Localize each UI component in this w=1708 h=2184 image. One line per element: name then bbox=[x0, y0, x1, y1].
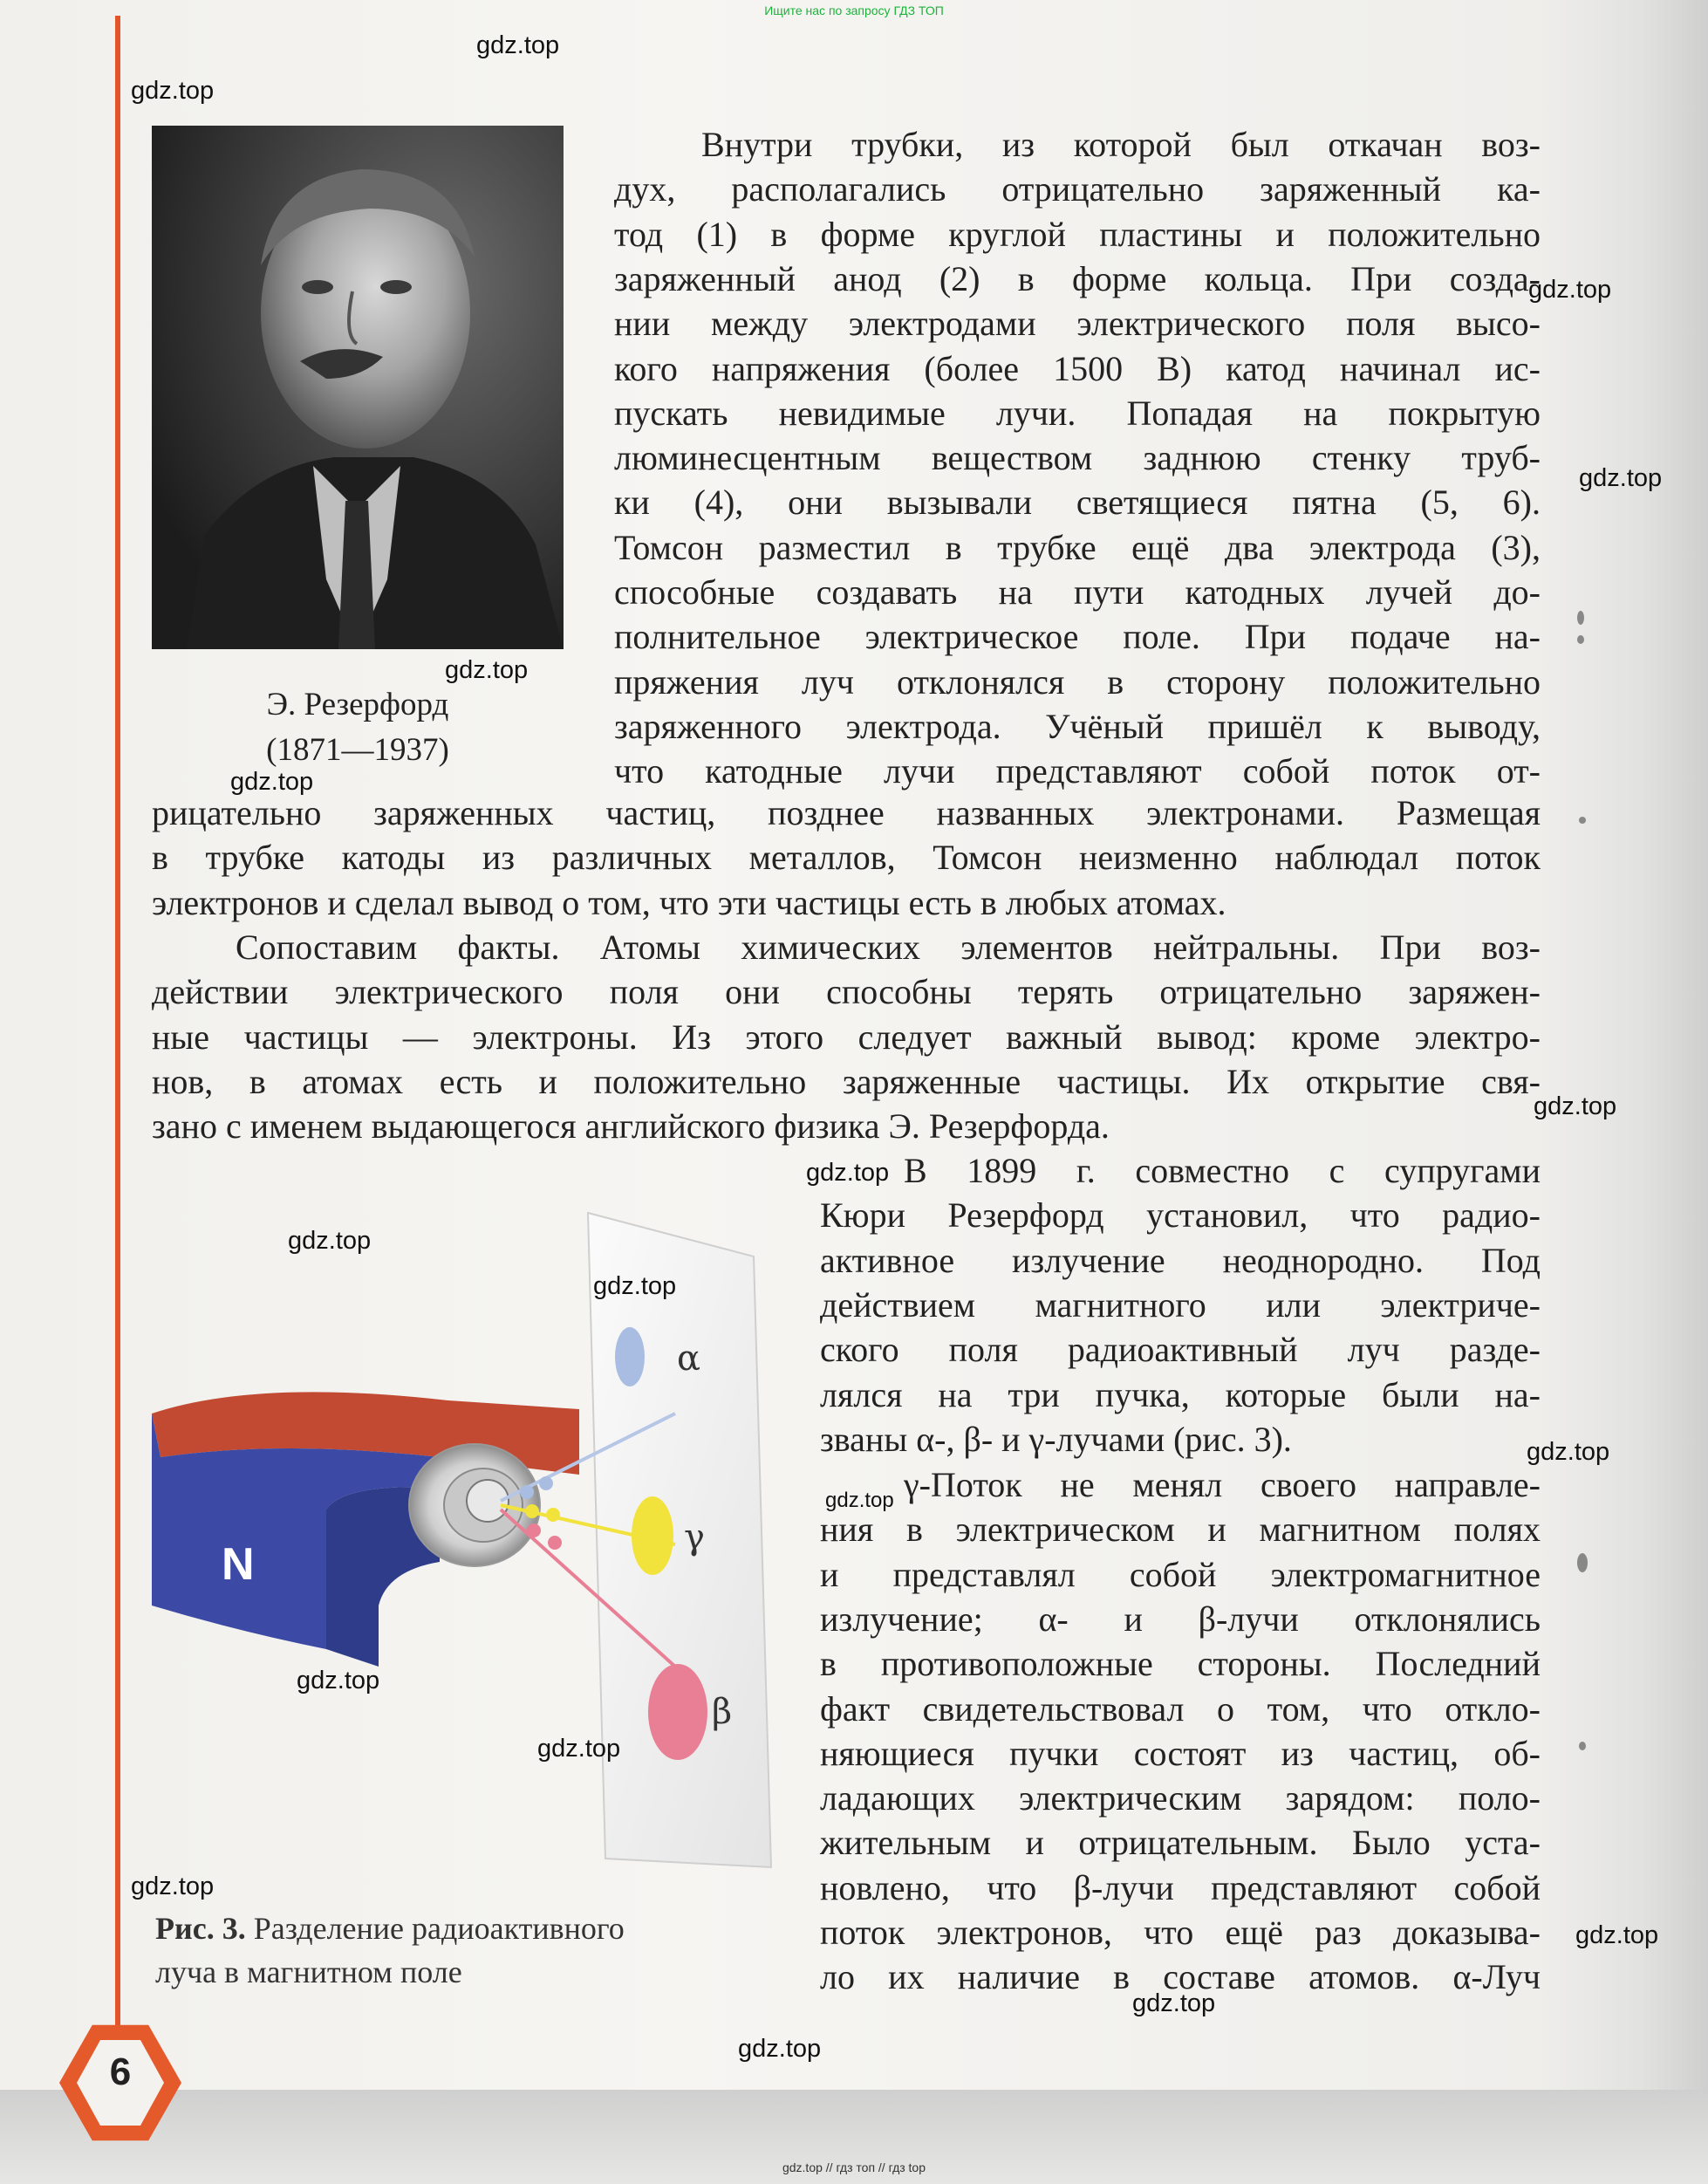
text-line: Кюри Резерфорд установил, что радио- bbox=[820, 1195, 1541, 1236]
magnet-diagram bbox=[152, 1195, 780, 1876]
watermark: gdz.top bbox=[593, 1272, 677, 1300]
text-line: пускать невидимые лучи. Попадая на покрытую bbox=[614, 393, 1541, 433]
text-line: полнительное электрическое поле. При подаче на- bbox=[614, 617, 1541, 657]
watermark: gdz.top bbox=[131, 77, 215, 105]
scan-speck bbox=[1577, 1553, 1588, 1572]
text-line: зано с именем выдающегося английского физика Э. Резерфорда. bbox=[152, 1106, 1110, 1147]
portrait-caption bbox=[152, 682, 564, 773]
text-line: заряженного электрода. Учёный пришёл к выводу, bbox=[614, 706, 1541, 746]
text-line: нии между электродами электрического поля высо- bbox=[614, 304, 1541, 344]
figure-caption-text: Разделение радиоактивного bbox=[245, 1911, 625, 1946]
magnet-n-label: N bbox=[222, 1539, 255, 1590]
text-line: люминесцентным веществом заднюю стенку труб- bbox=[614, 438, 1541, 478]
text-line: жительным и отрицательным. Было уста- bbox=[820, 1823, 1541, 1863]
figure-caption-text-2: луча в магнитном поле bbox=[155, 1955, 462, 1989]
text-line: излучение; α- и β-лучи отклонялись bbox=[820, 1599, 1541, 1639]
text-line: няющиеся пучки состоят из частиц, об- bbox=[820, 1733, 1541, 1773]
text-line: действием магнитного или электриче- bbox=[820, 1284, 1541, 1325]
gamma-spot bbox=[632, 1496, 673, 1575]
text-line: ки (4), они вызывали светящиеся пятна (5, 6). bbox=[614, 483, 1541, 523]
text-line: лялся на три пучка, которые были на- bbox=[820, 1374, 1541, 1414]
text-line: ского поля радиоактивный луч разде- bbox=[820, 1330, 1541, 1370]
watermark: gdz.top bbox=[445, 656, 529, 684]
watermark: gdz.top bbox=[1527, 1438, 1610, 1466]
rutherford-portrait bbox=[152, 126, 564, 649]
text-line: активное излучение неоднородно. Под bbox=[820, 1240, 1541, 1280]
scan-speck bbox=[1579, 1742, 1586, 1750]
beta-label: β bbox=[712, 1692, 733, 1732]
text-line: ло их наличие в составе атомов. α-Луч bbox=[820, 1957, 1541, 1997]
text-line: кого напряжения (более 1500 В) катод начинал ис- bbox=[614, 348, 1541, 388]
watermark: gdz.top bbox=[1575, 1921, 1659, 1949]
watermark: gdz.top bbox=[738, 2035, 822, 2063]
text-line: заряженный анод (2) в форме кольца. При созда- bbox=[614, 258, 1541, 298]
watermark: gdz.top bbox=[230, 768, 314, 796]
text-line: γ-Поток не менял своего направле- bbox=[904, 1465, 1541, 1504]
text-line: Томсон разместил в трубке ещё два электрода (3), bbox=[614, 527, 1541, 567]
watermark: gdz.top bbox=[288, 1227, 372, 1255]
text-line: званы α-, β- и γ-лучами (рис. 3). bbox=[820, 1419, 1292, 1459]
text-line: рицательно заряженных частиц, позднее названных электронами. Размещая bbox=[152, 793, 1541, 832]
text-line: ладающих электрическим зарядом: поло- bbox=[820, 1778, 1541, 1818]
text-line: тод (1) в форме круглой пластины и положительно bbox=[614, 214, 1541, 254]
watermark: gdz.top bbox=[825, 1489, 894, 1512]
watermark: gdz.top bbox=[806, 1159, 890, 1187]
text-line: и представлял собой электромагнитное bbox=[820, 1554, 1541, 1594]
text-line: пряжения луч отклонялся в сторону положительно bbox=[614, 661, 1541, 702]
watermark: gdz.top bbox=[1528, 276, 1612, 304]
text-line: что катодные лучи представляют собой поток от- bbox=[614, 751, 1541, 791]
margin-accent-line bbox=[115, 16, 120, 2049]
scan-speck bbox=[1577, 611, 1584, 625]
text-line: действии электрического поля они способны терять отрицательно заряжен- bbox=[152, 972, 1541, 1012]
watermark: gdz.top bbox=[1132, 1989, 1216, 2017]
watermark: gdz.top bbox=[297, 1667, 380, 1694]
text-line: нов, в атомах есть и положительно заряженные частицы. Их открытие свя- bbox=[152, 1061, 1541, 1101]
text-line: новлено, что β-лучи представляют собой bbox=[820, 1867, 1541, 1907]
portrait-photo bbox=[152, 126, 564, 649]
watermark: gdz.top bbox=[476, 31, 560, 59]
watermark: gdz.top bbox=[131, 1872, 215, 1900]
text-line: в противоположные стороны. Последний bbox=[820, 1644, 1541, 1684]
beta-spot bbox=[648, 1664, 707, 1760]
alpha-spot bbox=[615, 1327, 645, 1386]
text-line: ные частицы — электроны. Из этого следует важный вывод: кроме электро- bbox=[152, 1017, 1541, 1057]
watermark: gdz.top bbox=[1579, 464, 1663, 492]
watermark: gdz.top bbox=[1534, 1092, 1617, 1120]
text-line: ния в электрическом и магнитном полях bbox=[820, 1510, 1541, 1550]
text-line: Внутри трубки, из которой был откачан воз- bbox=[701, 125, 1541, 164]
scan-speck bbox=[1577, 635, 1584, 644]
text-line: Сопоставим факты. Атомы химических элементов нейтральны. При воз- bbox=[236, 928, 1541, 967]
text-line: поток электронов, что ещё раз доказыва- bbox=[820, 1913, 1541, 1952]
figure-caption bbox=[155, 1907, 783, 1994]
watermark: gdz.top bbox=[537, 1735, 621, 1763]
portrait-name: Э. Резерфорд bbox=[266, 687, 449, 722]
text-line: способные создавать на пути катодных лучей до- bbox=[614, 572, 1541, 612]
page-number: 6 bbox=[109, 2050, 132, 2093]
bottom-banner: gdz.top // гдз топ // гдз top bbox=[782, 2160, 926, 2174]
text-line: В 1899 г. совместно с супругами bbox=[904, 1151, 1541, 1190]
alpha-label: α bbox=[677, 1338, 701, 1379]
text-line: в трубке катоды из различных металлов, Томсон неизменно наблюдал поток bbox=[152, 838, 1541, 878]
portrait-years: (1871—1937) bbox=[266, 732, 449, 768]
figure-caption-label: Рис. 3. bbox=[155, 1911, 246, 1946]
scan-speck bbox=[1579, 817, 1586, 824]
text-line: электронов и сделал вывод о том, что эти частицы есть в любых атомах. bbox=[152, 882, 1226, 922]
figure-3-radioactive-beam bbox=[152, 1195, 780, 1876]
text-line: дух, располагались отрицательно заряженный ка- bbox=[614, 169, 1541, 209]
gamma-label: γ bbox=[684, 1517, 705, 1558]
text-line: факт свидетельствовал о том, что откло- bbox=[820, 1688, 1541, 1729]
top-banner: Ищите нас по запросу ГДЗ ТОП bbox=[764, 3, 944, 17]
